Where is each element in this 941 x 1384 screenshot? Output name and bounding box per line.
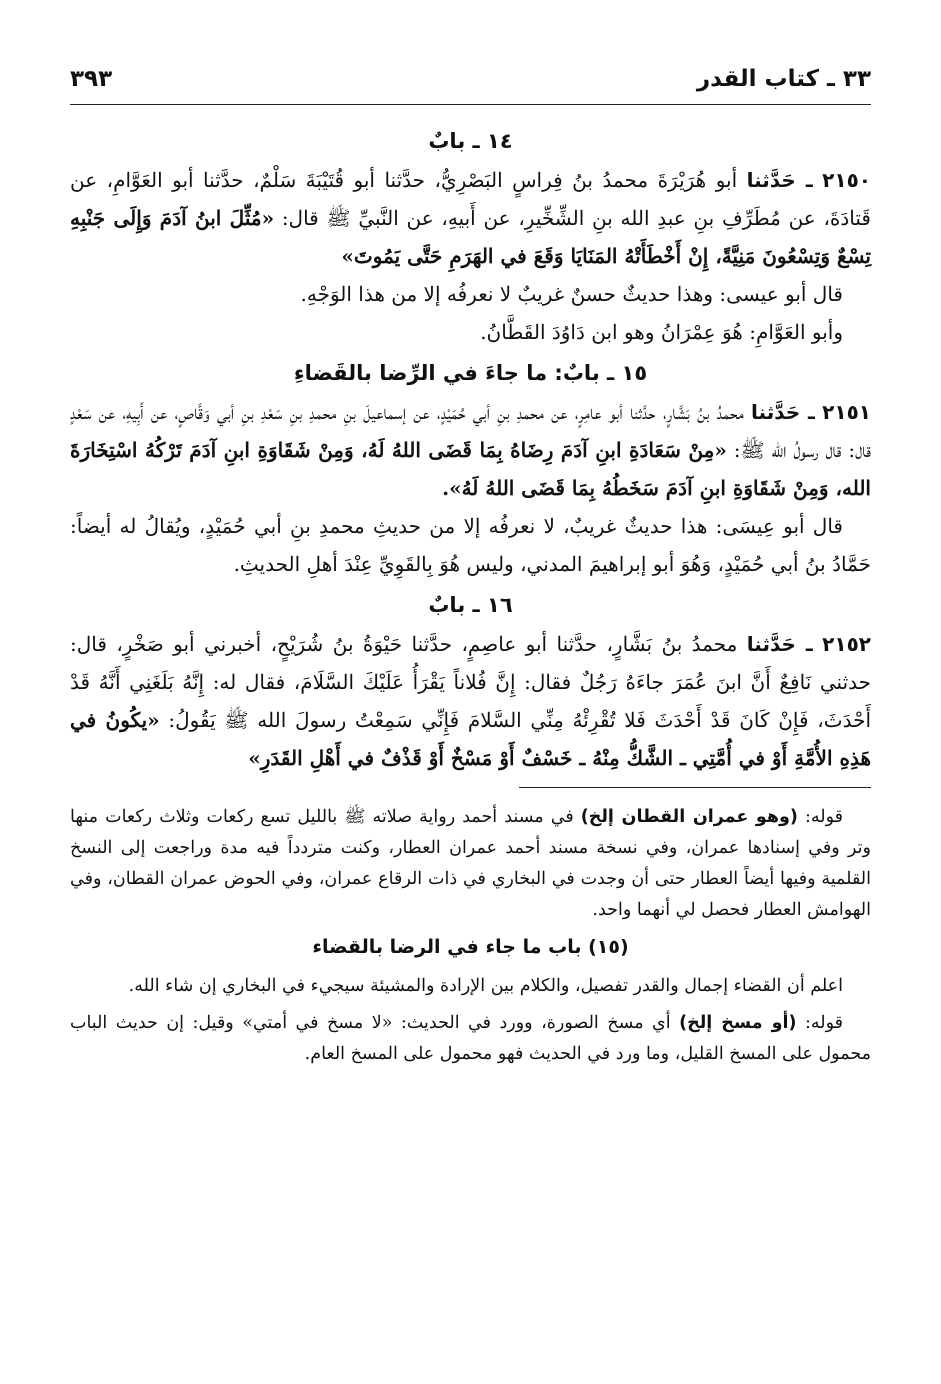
note-term: (أو مسخ إلخ)	[679, 1013, 797, 1033]
page	[70, 66, 871, 1076]
section-heading: ١٤ ـ بابٌ	[428, 129, 513, 153]
hadith-isnad: محمدُ بنُ بَشَّارٍ، حدَّثنا أبو عامِرٍ، عن محمدِ بنِ أبي حُمَيْدٍ، عن إسماعيلَ بنِ محمدِ بنِ سَعْدِ بنِ أبي وَقَّاصٍ، عن أَبِيهِ، عن سَعْدٍ قال: قال رسولُ الله ﷺ:	[70, 400, 871, 462]
footnote-divider	[519, 787, 871, 788]
hadith-2152: ٢١٥٢ ـ حَدَّثنا محمدُ بنُ بَشَّارٍ، حدَّثنا أبو عاصِمٍ، حدَّثنا حَيْوَةُ بنُ شُرَيْحٍ، أخبرني أبو صَخْرٍ، قال: حدثني نَافِعٌ أَنَّ ابنَ عُمَرَ جاءَهُ رَجُلٌ فقال: إِنَّ فُلاناً يَقْرَأُ عَلَيْكَ السَّلَامَ، فقال له: إِنَّهُ بَلَغَنِي أَنَّهُ قَدْ أَحْدَثَ، فَإِنْ كَانَ قَدْ أَحْدَثَ فَلا تُقْرِئْهُ مِنِّي السَّلامَ فَإِنِّي سَمِعْتُ رسولَ الله ﷺ يَقُولُ: «يكُونُ في هَذِهِ الأُمَّةِ أَوْ في أُمَّتِي ـ الشَّكُّ مِنْهُ ـ خَسْفٌ أَوْ مَسْخٌ أَوْ قَذْفٌ في أَهْلِ القَدَرِ»	[70, 632, 871, 770]
hadith-matn: «مُثِّلَ ابنُ آدَمَ وَإِلَى جَنْبِهِ تِسْعٌ وَتِسْعُونَ مَنِيَّةً، إِنْ أَخْطَأَتْهُ المَنَايَا وَقَعَ في الهَرَمِ حَتَّى يَمُوتَ»	[70, 206, 871, 268]
note	[70, 802, 871, 926]
footnotes	[70, 802, 871, 1070]
note-text: اعلم أن القضاء إجمال والقدر تفصيل، والكلام بين الإرادة والمشيئة سيجيء في البخاري إن شاء الله.	[128, 976, 843, 996]
page-header	[70, 66, 871, 105]
note-label: قوله:	[804, 1013, 843, 1033]
hadith-matn: «مِنْ سَعَادَةِ ابنِ آدَمَ رِضَاهُ بِمَا قَضَى اللهُ لَهُ، وَمِنْ شَقَاوَةِ ابنِ آدَمَ تَرْكُهُ اسْتِخَارَةَ الله، وَمِنْ شَقَاوَةِ ابنِ آدَمَ سَخَطُهُ بِمَا قَضَى اللهُ لَهُ».	[70, 438, 871, 500]
note-text: في مسند أحمد رواية صلاته ﷺ بالليل تسع ركعات وثلاث ركعات منها وتر وفي إسنادها عمران، وفي نسخة مسند أحمد عمران العطار، وكنت متردداً فيه مدة وراجعت إلى النسخ القلمية وفيها أيضاً العطار حتى أن وجدت في البخاري في ذات الرقاع عمران، وفي الحوض عمران القطان، وفي الهوامش العطار فحصل لي أنهما واحد.	[70, 807, 871, 920]
hadith-isnad: أبو هُرَيْرَةَ محمدُ بنُ فِراسٍ البَصْرِيُّ، حدَّثنا أبو قُتَيْبَةَ سَلْمٌ، حدَّثنا أبو العَوَّامِ، عن قَتادَةَ، عن مُطَرِّفِ بنِ عبدِ الله بنِ الشِّخِّيرِ، عن أَبيهِ، عن النَّبيِّ ﷺ قال:	[70, 168, 871, 230]
section-heading: ١٦ ـ بابٌ	[428, 593, 513, 617]
hadith-number: ٢١٥٠	[822, 168, 871, 192]
note	[70, 971, 871, 1002]
hadith-isnad: محمدُ بنُ بَشَّارٍ، حدَّثنا أبو عاصِمٍ، حدَّثنا حَيْوَةُ بنُ شُرَيْحٍ، أخبرني أبو صَخْرٍ، قال: حدثني نَافِعٌ أَنَّ ابنَ عُمَرَ جاءَهُ رَجُلٌ فقال: إِنَّ فُلاناً يَقْرَأُ عَلَيْكَ السَّلَامَ، فقال له: إِنَّهُ بَلَغَنِي أَنَّهُ قَدْ أَحْدَثَ، فَإِنْ كَانَ قَدْ أَحْدَثَ فَلا تُقْرِئْهُ مِنِّي السَّلامَ فَإِنِّي سَمِعْتُ رسولَ الله ﷺ يَقُولُ:	[70, 632, 871, 732]
commentary: قال أبو عِيسَى: هذا حديثٌ غريبٌ، لا نعرفُه إلا من حديثِ محمدِ بنِ أبي حُمَيْدٍ، ويُقالُ له أيضاً: حَمَّادُ بنُ أبي حُمَيْدٍ، وَهُوَ أبو إبراهيمَ المدني، وليس هُوَ بِالقَوِيِّ عِنْدَ أهلِ الحديثِ.	[70, 514, 871, 576]
commentary: وأبو العَوَّامِ: هُوَ عِمْرَانُ وهو ابن دَاوُدَ القَطَّانُ.	[480, 320, 843, 344]
hadith-number: ٢١٥٢	[822, 632, 871, 656]
hadith-matn: «يكُونُ في هَذِهِ الأُمَّةِ أَوْ في أُمَّتِي ـ الشَّكُّ مِنْهُ ـ خَسْفٌ أَوْ مَسْخٌ أَوْ قَذْفٌ في أَهْلِ القَدَرِ»	[70, 708, 871, 770]
note	[70, 1008, 871, 1070]
hadith-2151: ٢١٥١ ـ حَدَّثنا محمدُ بنُ بَشَّارٍ، حدَّثنا أبو عامِرٍ، عن محمدِ بنِ أبي حُمَيْدٍ، عن إسماعيلَ بنِ محمدِ بنِ سَعْدِ بنِ أبي وَقَّاصٍ، عن أَبِيهِ، عن سَعْدٍ قال: قال رسولُ الله ﷺ: «مِنْ سَعَادَةِ ابنِ آدَمَ رِضَاهُ بِمَا قَضَى اللهُ لَهُ، وَمِنْ شَقَاوَةِ ابنِ آدَمَ تَرْكُهُ اسْتِخَارَةَ الله، وَمِنْ شَقَاوَةِ ابنِ آدَمَ سَخَطُهُ بِمَا قَضَى اللهُ لَهُ».	[70, 400, 871, 500]
note-text: أي مسخ الصورة، وورد في الحديث: «لا مسخ في أمتي» وقيل: إن حديث الباب محمول على المسخ القليل، وما ورد في الحديث فهو محمول على المسخ العام.	[70, 1013, 871, 1064]
chapter-title: ٣٣ ـ كتاب القدر	[696, 66, 871, 92]
note-term: (وهو عمران القطان إلخ)	[580, 807, 798, 827]
section-heading: ١٥ ـ بابٌ: ما جاءَ في الرِّضا بالقَضاءِ	[293, 361, 648, 385]
hadith-number: ٢١٥١	[822, 400, 871, 424]
page-number: ٣٩٣	[70, 66, 113, 92]
note-label: قوله:	[804, 807, 843, 827]
commentary: قال أبو عيسى: وهذا حديثٌ حسنٌ غريبٌ لا نعرفُه إلا من هذا الوَجْهِ.	[300, 282, 843, 306]
note-heading: (١٥) باب ما جاء في الرضا بالقضاء	[312, 936, 629, 958]
hadith-lead: حَدَّثنا	[751, 400, 801, 424]
hadith-lead: حَدَّثنا	[746, 632, 796, 656]
hadith-2150: ٢١٥٠ ـ حَدَّثنا أبو هُرَيْرَةَ محمدُ بنُ فِراسٍ البَصْرِيُّ، حدَّثنا أبو قُتَيْبَةَ سَلْمٌ، حدَّثنا أبو العَوَّامِ، عن قَتادَةَ، عن مُطَرِّفِ بنِ عبدِ الله بنِ الشِّخِّيرِ، عن أَبيهِ، عن النَّبيِّ ﷺ قال: «مُثِّلَ ابنُ آدَمَ وَإِلَى جَنْبِهِ تِسْعٌ وَتِسْعُونَ مَنِيَّةً، إِنْ أَخْطَأَتْهُ المَنَايَا وَقَعَ في الهَرَمِ حَتَّى يَمُوتَ»	[70, 168, 871, 268]
hadith-lead: حَدَّثنا	[746, 168, 796, 192]
main-text	[70, 123, 871, 777]
